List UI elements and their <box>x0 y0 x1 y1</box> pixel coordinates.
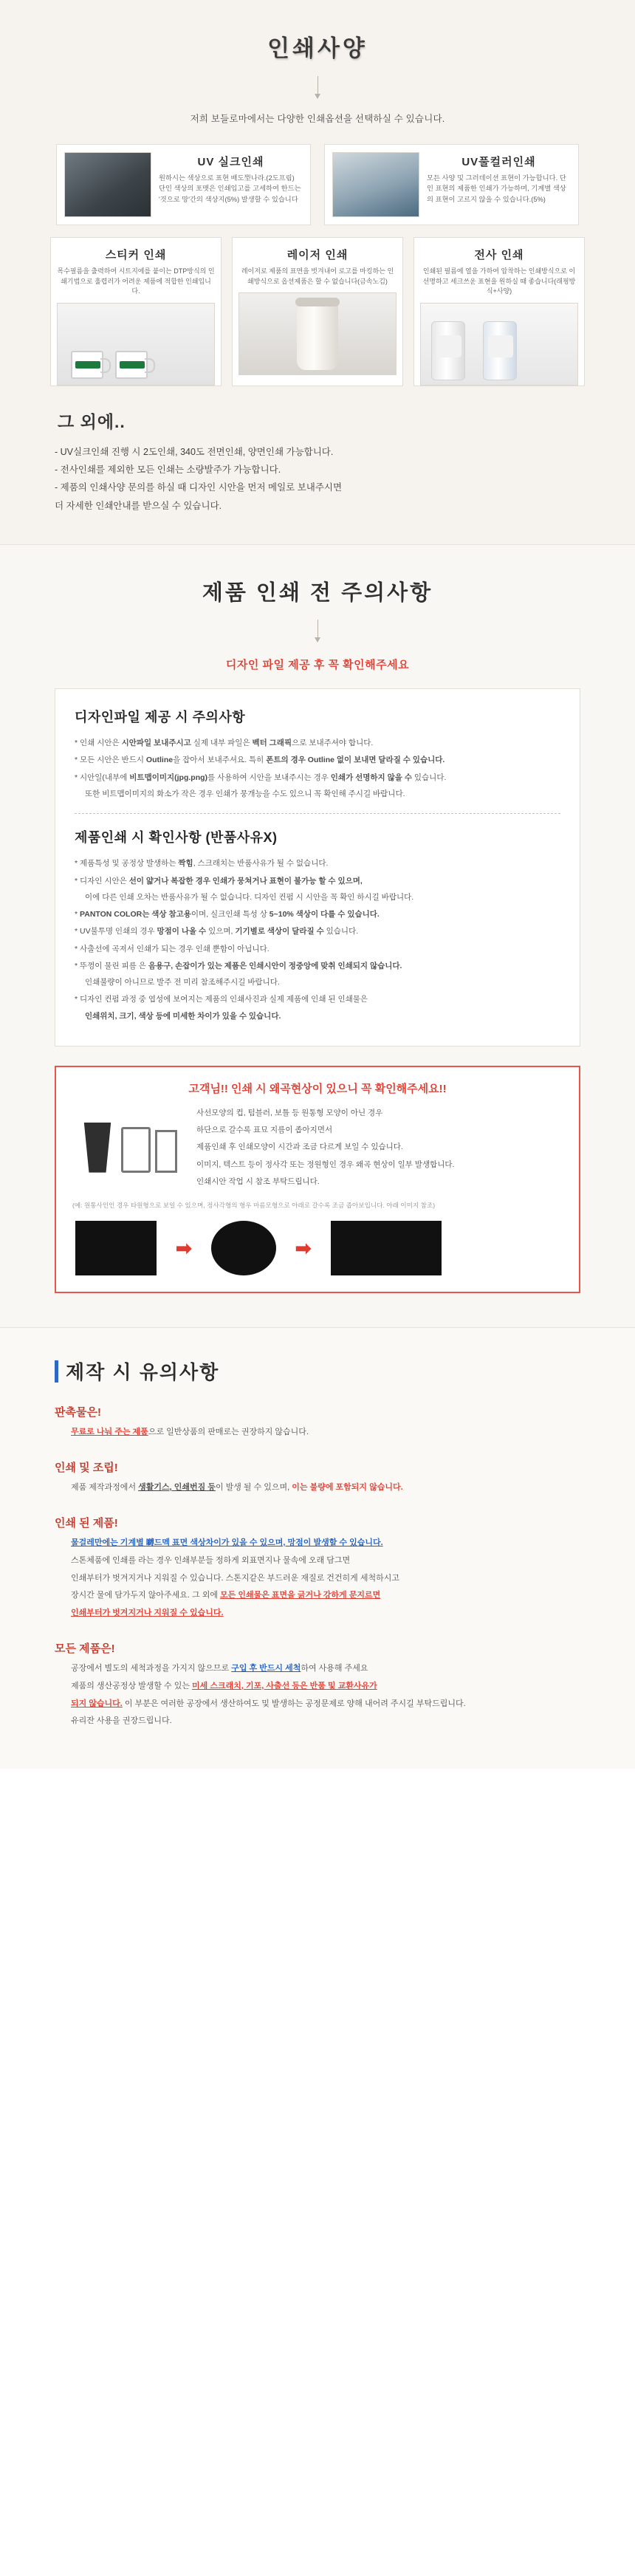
note-line: 장시간 물에 담가두지 않아주세요. 그 외에 모든 인쇄물은 표면을 긁거나 강하게 문지르면 <box>71 1591 381 1600</box>
warning-line: 제품인쇄 후 인쇄모양이 시간과 조금 다르게 보일 수 있습니다. <box>196 1143 403 1152</box>
arrow-right-icon-2: ➡ <box>295 1236 312 1259</box>
precaution-item: * 디자인 시안은 선이 얇거나 복잡한 경우 인쇄가 뭉쳐거나 표현이 불가능 할 수 있으며, <box>75 876 363 886</box>
precaution-item: * 제품특성 및 공정상 발생하는 짝힘, 스크래치는 반품사유가 될 수 없습니다. <box>75 859 329 869</box>
note-line: 제품의 생산공정상 발생할 수 있는 미세 스크래치, 기포, 사출선 등은 반품 및 교환사유가 <box>71 1681 377 1690</box>
note-block-promo <box>55 1404 580 1440</box>
card-transfer <box>413 237 585 386</box>
section3-header <box>55 1357 580 1385</box>
note-block-print-assembly <box>55 1459 580 1496</box>
section2-redline: 디자인 파일 제공 후 꼭 확인해주세요 <box>225 659 410 671</box>
precaution-item: * 사출선에 곡져서 인쇄가 되는 경우 인쇄 뿐함이 아닙니다. <box>75 944 270 953</box>
warning-text <box>196 1106 454 1193</box>
etc-title: 그 외에.. <box>58 411 126 431</box>
etc-item: - 제품의 인쇄사양 문의를 하실 때 디자인 시안을 먼저 메일로 보내주시면 <box>55 482 343 493</box>
note-line: 인쇄부터가 벗겨지거나 지워질 수 있습니다. 스톤지같은 부드러운 재질로 건건히게 세척하시고 <box>71 1573 399 1583</box>
section-precautions <box>0 544 635 1327</box>
card-desc: 원하시는 색상으로 표현 배도型나라.(2도프림) 단인 색상의 포맷은 인쇄입고를 고세하여 한드는 '것으로 망'간의 색상지(5%) 발생할 수 있습니다 <box>159 174 301 203</box>
section3-title: 제작 시 유의사항 <box>66 1361 220 1384</box>
precaution-item: * 시안일(내부에 비트맵이미지(jpg.png)를 사용하여 시안을 보내주시는 경우 인쇄가 선명하지 않을 수 있습니다. <box>75 773 447 782</box>
note-line: 제품 제작과정에서 생활기스, 인쇄번짐 등이 발생 될 수 있으며, 이는 불량에 포함되지 않습니다. <box>71 1483 403 1493</box>
distortion-shapes <box>72 1221 563 1275</box>
warning-title: 고객님!! 인쇄 시 왜곡현상이 있으니 꼭 확인해주세요!! <box>188 1082 447 1095</box>
card-title: 전사 인쇄 <box>474 249 524 261</box>
note-line: 공장에서 별도의 세척과정을 가지지 않으므로 구입 후 반드시 세척하여 사용해 주세요 <box>71 1663 368 1673</box>
laser-photo <box>238 292 397 375</box>
card-title: 레이저 인쇄 <box>286 249 349 261</box>
note-block-printed-product <box>55 1515 580 1621</box>
card-uv-fullcolor <box>324 144 579 225</box>
warning-note: (예: 원통사인인 경우 타원형으로 보일 수 있으며, 정사각형의 형우 마름모형으로 아래로 갈수록 조금 좁아보입니다. 아래 이미지 참조) <box>72 1202 436 1210</box>
sticker-photo <box>57 303 215 386</box>
uv-silk-photo <box>64 152 151 217</box>
divider <box>75 813 560 814</box>
note-heading: 인쇄 된 제품! <box>55 1516 118 1530</box>
note-heading: 판촉물은! <box>55 1406 101 1419</box>
section1-subtitle: 저희 보들로마에서는 다양한 인쇄옵션을 선택하실 수 있습니다. <box>190 114 445 124</box>
uv-fullcolor-photo <box>332 152 419 217</box>
etc-item: - 전사인쇄를 제외한 모든 인쇄는 소량발주가 가능합니다. <box>55 464 281 475</box>
note-line: 되지 않습니다. 이 부분은 여러한 공장에서 생산하여도 및 발생하는 공정문제로 양해 내어려 주시길 부탁드립니다. <box>71 1699 466 1708</box>
page-title: 인쇄사양 <box>267 35 368 61</box>
panel-heading-design: 디자인파일 제공 시 주의사항 <box>75 710 246 724</box>
note-heading: 모든 제품은! <box>55 1642 115 1655</box>
precaution-item: 인쇄불량이 아니므로 발주 전 미리 참조해주시길 바랍니다. <box>85 978 280 987</box>
precaution-item: 또한 비트맵이미지의 화소가 작은 경우 인쇄가 뭉개능을 수도 있으니 꼭 확인해 주시길 바랍니다. <box>85 789 405 799</box>
accent-bar <box>55 1360 58 1383</box>
warning-line: 하단으로 갈수록 표묘 지름이 좁아지면서 <box>196 1125 333 1134</box>
section2-title: 제품 인쇄 전 주의사항 <box>202 581 433 605</box>
etc-block <box>55 408 580 515</box>
card-title: 스티커 인쇄 <box>105 249 167 261</box>
note-line: 스톤체품에 인쇄를 라는 경우 인쇄부분들 정하게 외표면지나 물속에 오래 담그면 <box>71 1555 351 1565</box>
shape-square <box>75 1221 157 1275</box>
precaution-item: * 인쇄 시안은 시안파일 보내주시고 실제 내부 파일은 벡터 그래픽으로 보내주셔야 합니다. <box>75 739 374 747</box>
shape-rect <box>331 1221 442 1275</box>
print-method-cards-row1 <box>0 144 635 225</box>
warning-line: 인쇄시안 작업 시 참조 부탁드립니다. <box>196 1177 320 1187</box>
card-desc: 레이저로 제품의 표면을 벗겨내어 로고를 마킹하는 인쇄방식으로 옵션제품은 할 수 없습니다(금속노김) <box>241 267 394 285</box>
precaution-item: * UV불투명 인쇄의 경우 망점이 나올 수 있으며, 기기별로 색상이 달라질 수 있습니다. <box>75 927 359 936</box>
precaution-item: 이에 다른 인쇄 오차는 반품사유가 될 수 없습니다. 디자인 컨펌 시 시안을 꼭 확인 하시길 바랍니다. <box>85 892 414 902</box>
print-method-cards-row2 <box>0 237 635 386</box>
note-line: 물걸레만에는 기계별 嚩드멕 표면 색상차이가 있을 수 있으며, 망점이 발생할 수 있습니다. <box>71 1538 383 1547</box>
precaution-panel <box>55 688 580 1046</box>
precaution-item: * 뚜껑이 물린 피름 은 음용구, 손잡이가 있는 제품은 인쇄시안이 정중앙에 맞취 인쇄되지 않습니다. <box>75 962 402 971</box>
shape-ellipse <box>211 1221 276 1275</box>
precaution-item: * 디자인 컨펌 과정 중 엽성에 보여지는 제품의 인쇄사진과 실제 제품에 인쇄 된 인쇄물은 <box>75 995 368 1004</box>
card-desc: 모든 사양 및 그러데이션 표현이 가능합니다. 단인 표현의 제품한 인쇄가 가능하며, 기계별 색상의 표현이 고르지 않을 수 있습니다.(5%) <box>427 174 566 203</box>
note-heading: 인쇄 및 조립! <box>55 1462 118 1475</box>
card-title: UV풀컬러인쇄 <box>461 156 536 168</box>
panel-heading-print: 제품인쇄 시 확인사항 (반품사유X) <box>75 830 278 846</box>
section-print-spec <box>0 0 635 544</box>
warning-line: 이미지, 텍스트 등이 정사각 또는 정원형인 경우 왜곡 현상이 일부 발생합니다. <box>196 1159 455 1169</box>
cup-shapes-illustration <box>72 1106 183 1177</box>
card-sticker <box>50 237 222 386</box>
note-line: 유리잔 사용을 권장드립니다. <box>71 1716 172 1726</box>
distortion-warning-box <box>55 1066 580 1294</box>
card-uv-silk <box>56 144 311 225</box>
etc-item: - UV실크인쇄 진행 시 2도인쇄, 340도 전면인쇄, 양면인쇄 가능합니다. <box>55 446 334 457</box>
transfer-photo <box>420 303 578 386</box>
precaution-item: * 모든 시안은 반드시 Outline을 잡아서 보내주셔요. 특히 폰트의 경우 Outline 없이 보내면 달라질 수 있습니다. <box>75 756 445 765</box>
card-desc: 인쇄된 필름에 열을 가하여 압착하는 인쇄방식으로 이 선명하고 세크쓰운 표현을 원하실 때 좋습니다(래핑방식+사양) <box>422 267 576 295</box>
section-manufacturing-notes <box>0 1327 635 1769</box>
card-laser <box>232 237 403 386</box>
note-line: 인쇄부터가 벗겨지거나 지워질 수 있습니다. <box>71 1609 224 1618</box>
arrow-right-icon: ➡ <box>176 1236 192 1259</box>
note-line: 무료로 나눠 주는 제품으로 일반상품의 판매로는 권장하지 않습니다. <box>71 1428 309 1437</box>
note-block-all-products <box>55 1640 580 1729</box>
precaution-item: 인쇄위치, 크기, 색상 등에 미세한 차이가 있을 수 있습니다. <box>85 1011 281 1021</box>
warning-line: 사선모양의 컵, 텀블러, 보틀 등 원통형 모양이 아닌 경우 <box>196 1108 383 1117</box>
etc-list <box>55 443 580 515</box>
card-title: UV 실크인쇄 <box>197 156 264 168</box>
precaution-item: * PANTON COLOR는 색상 참고용이며, 실크인쇄 특성 상 5~10% 색상이 다를 수 있습니다. <box>75 909 380 919</box>
card-desc: 목수필름을 출력하여 시트지에를 붙이는 DTP방식의 인쇄기법으로 훌렵러가 어려운 제품에 적합한 인쇄입니다. <box>57 267 215 295</box>
etc-item: 더 자세한 인쇄안내를 받으실 수 있습니다. <box>55 500 222 511</box>
